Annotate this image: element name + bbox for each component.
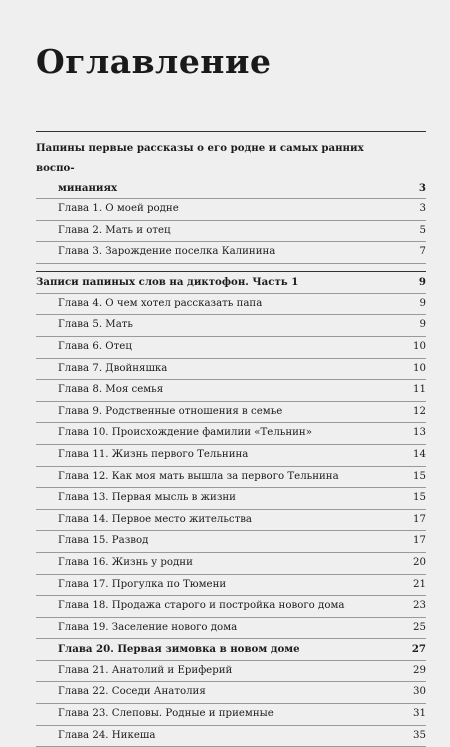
- part-page-number: 3: [418, 182, 426, 194]
- toc-entry: [36, 575, 426, 597]
- toc-entry: [36, 618, 426, 640]
- toc-entry-label: Глава 11. Жизнь первого Тельнина: [58, 448, 249, 460]
- part-title-line-2: минаниях: [58, 182, 118, 194]
- toc-part-2-entries: [36, 294, 426, 747]
- toc-entry-label: Глава 22. Соседи Анатолия: [58, 686, 206, 698]
- toc-entry-page-number: 15: [413, 470, 426, 482]
- toc-entry-label: Глава 4. О чем хотел рассказать папа: [58, 297, 263, 309]
- toc-entry-page-number: 20: [413, 556, 426, 568]
- toc-entry-label: Глава 10. Происхождение фамилии «Тельнин»: [58, 427, 312, 439]
- toc-entry-page-number: 30: [413, 686, 426, 698]
- toc-entry-label: Глава 18. Продажа старого и постройка нового дома: [58, 600, 345, 612]
- toc-entry-label: Глава 7. Двойняшка: [58, 362, 168, 374]
- toc-entry: [36, 553, 426, 575]
- toc-entry-label: Глава 6. Отец: [58, 340, 132, 352]
- toc-entry-page-number: 10: [413, 362, 426, 374]
- toc-entry-label: Глава 19. Заселение нового дома: [58, 621, 238, 633]
- toc-entry-page-number: 5: [419, 224, 426, 236]
- toc-entry-label: Глава 14. Первое место жительства: [58, 513, 253, 525]
- toc-entry: [36, 639, 426, 661]
- toc-entry: [36, 596, 426, 618]
- toc-entry-label: Глава 17. Прогулка по Тюмени: [58, 578, 227, 590]
- part-title-line-1: Папины первые рассказы о его родне и самых ранних воспо-: [36, 142, 364, 174]
- toc-entry-page-number: 10: [413, 340, 426, 352]
- toc-entry: [36, 199, 426, 221]
- toc-entry-page-number: 13: [413, 427, 426, 439]
- toc-entry: [36, 467, 426, 489]
- toc-entry-page-number: 11: [413, 384, 426, 396]
- toc-entry-page-number: 14: [413, 448, 426, 460]
- toc-entry-label: Глава 21. Анатолий и Ериферий: [58, 664, 233, 676]
- toc-entry: [36, 510, 426, 532]
- toc-entry-label: Глава 12. Как моя мать вышла за первого Тельнина: [58, 470, 339, 482]
- toc-entry-label: Глава 3. Зарождение поселка Калинина: [58, 246, 276, 258]
- toc-entry-label: Глава 20. Первая зимовка в новом доме: [58, 643, 300, 656]
- toc-entry: [36, 531, 426, 553]
- toc-part-2: [36, 271, 426, 294]
- toc-entry-page-number: 35: [413, 729, 426, 741]
- toc-entry-label: Глава 23. Слеповы. Родные и приемные: [58, 708, 274, 720]
- toc-entry-page-number: 21: [413, 578, 426, 590]
- toc-entry-label: Глава 9. Родственные отношения в семье: [58, 405, 283, 417]
- toc-part-1-entries: [36, 199, 426, 264]
- toc-entry-label: Глава 2. Мать и отец: [58, 224, 171, 236]
- toc-entry: [36, 402, 426, 424]
- toc-entry-page-number: 27: [411, 643, 426, 656]
- toc-entry-page-number: 17: [413, 535, 426, 547]
- toc-entry-label: Глава 1. О моей родне: [58, 203, 179, 214]
- toc-entry-label: Глава 15. Развод: [58, 535, 149, 547]
- toc-entry: [36, 423, 426, 445]
- toc-entry-label: Глава 24. Никеша: [58, 729, 156, 741]
- table-of-contents: [36, 131, 426, 747]
- toc-entry-page-number: 23: [413, 600, 426, 612]
- toc-entry-label: Глава 8. Моя семья: [58, 384, 164, 396]
- toc-entry: [36, 294, 426, 316]
- toc-entry: [36, 315, 426, 337]
- toc-entry: [36, 242, 426, 264]
- toc-entry-label: Глава 16. Жизнь у родни: [58, 556, 193, 568]
- toc-entry-page-number: 15: [413, 492, 426, 504]
- toc-entry-page-number: 17: [413, 513, 426, 525]
- part-page-number: 9: [418, 275, 426, 288]
- toc-entry: [36, 682, 426, 704]
- toc-entry: [36, 704, 426, 726]
- toc-entry: [36, 445, 426, 467]
- toc-entry-page-number: 9: [419, 297, 426, 309]
- toc-entry-page-number: 12: [413, 405, 426, 417]
- toc-entry-page-number: 31: [413, 708, 426, 720]
- toc-entry: [36, 661, 426, 683]
- toc-entry-page-number: 29: [413, 664, 426, 676]
- toc-entry: [36, 221, 426, 243]
- part-title: Записи папиных слов на диктофон. Часть 1: [36, 275, 299, 288]
- toc-entry: [36, 380, 426, 402]
- part-title: [36, 138, 426, 198]
- toc-entry: [36, 359, 426, 381]
- toc-part-1: [36, 132, 426, 199]
- toc-entry-label: Глава 5. Мать: [58, 319, 133, 331]
- toc-entry-page-number: 9: [419, 319, 426, 331]
- toc-entry-label: Глава 13. Первая мысль в жизни: [58, 492, 236, 504]
- toc-entry: [36, 726, 426, 747]
- toc-entry-page-number: 25: [413, 621, 426, 633]
- toc-entry: [36, 488, 426, 510]
- toc-entry-page-number: 3: [419, 203, 426, 214]
- toc-entry-page-number: 7: [419, 246, 426, 258]
- toc-entry: [36, 337, 426, 359]
- page-title: Оглавление: [36, 42, 272, 81]
